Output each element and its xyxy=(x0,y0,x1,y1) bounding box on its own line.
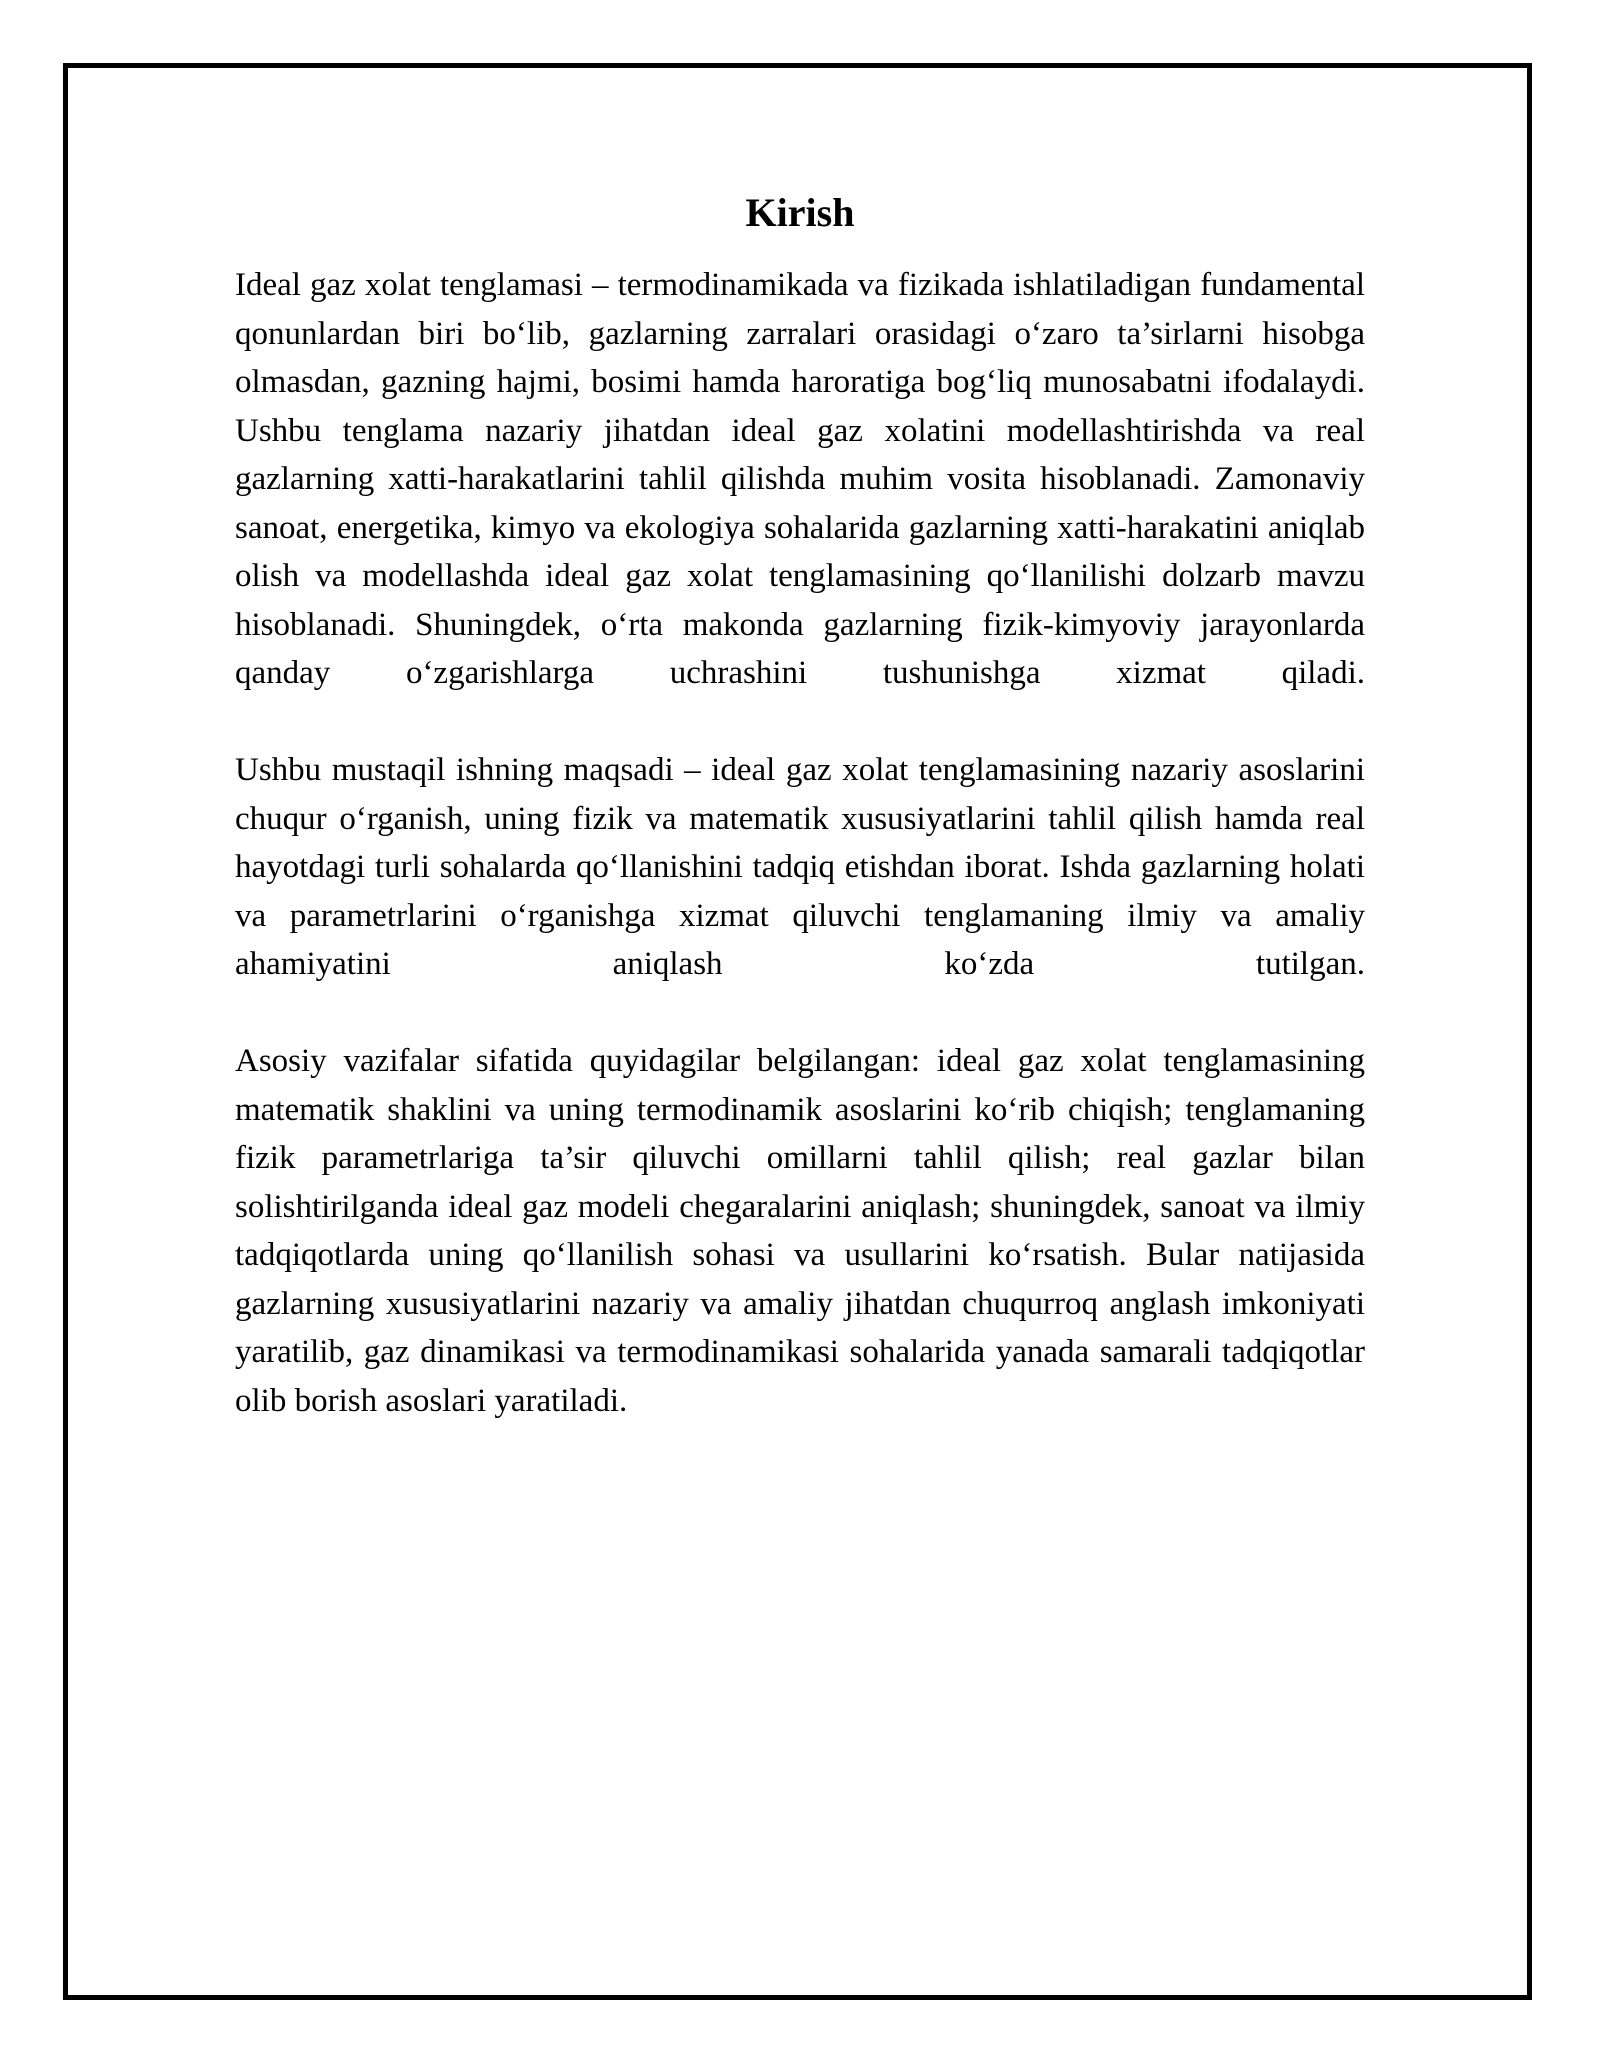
paragraph-purpose: Ushbu mustaqil ishning maqsadi – ideal gaz xolat tenglamasining nazariy asoslarini chuqur o‘rganish, uning fizik va matematik xususiyatlarini tahlil qilish hamda real hayotdagi turli sohalarda qo‘llanishini tadqiq etishdan iborat. Ishda gazlarning holati va parametrlarini o‘rganishga xizmat qiluvchi tenglamaning ilmiy va amaliy ahamiyatini aniqlash ko‘zda tutilgan. xyxy=(235,752,1365,982)
document-title: Kirish xyxy=(745,190,855,235)
paragraph-introduction: Ideal gaz xolat tenglamasi – termodinamikada va fizikada ishlatiladigan fundamental qonunlardan biri bo‘lib, gazlarning zarralari orasidagi o‘zaro ta’sirlarni hisobga olmasdan, gazning hajmi, bosimi hamda haroratiga bog‘liq munosabatni ifodalaydi. Ushbu tenglama nazariy jihatdan ideal gaz xolatini modellashtirishda va real gazlarning xatti-harakatlarini tahlil qilishda muhim vosita hisoblanadi. Zamonaviy sanoat, energetika, kimyo va ekologiya sohalarida gazlarning xatti-harakatini aniqlab olish va modellashda ideal gaz xolat tenglamasining qo‘llanilishi dolzarb mavzu hisoblanadi. Shuningdek, o‘rta makonda gazlarning fizik-kimyoviy jarayonlarda qanday o‘zgarishlarga uchrashini tushunishga xizmat qiladi. xyxy=(235,267,1365,691)
paragraph-tasks: Asosiy vazifalar sifatida quyidagilar belgilangan: ideal gaz xolat tenglamasining matematik shaklini va uning termodinamik asoslarini ko‘rib chiqish; tenglamaning fizik parametrlariga ta’sir qiluvchi omillarni tahlil qilish; real gazlar bilan solishtirilganda ideal gaz modeli chegaralarini aniqlash; shuningdek, sanoat va ilmiy tadqiqotlarda uning qo‘llanilish sohasi va usullarini ko‘rsatish. Bular natijasida gazlarning xususiyatlarini nazariy va amaliy jihatdan chuqurroq anglash imkoniyati yaratilib, gaz dinamikasi va termodinamikasi sohalarida yanada samarali tadqiqotlar olib borish asoslari yaratiladi. xyxy=(235,1043,1365,1419)
document-body xyxy=(235,185,1365,1474)
